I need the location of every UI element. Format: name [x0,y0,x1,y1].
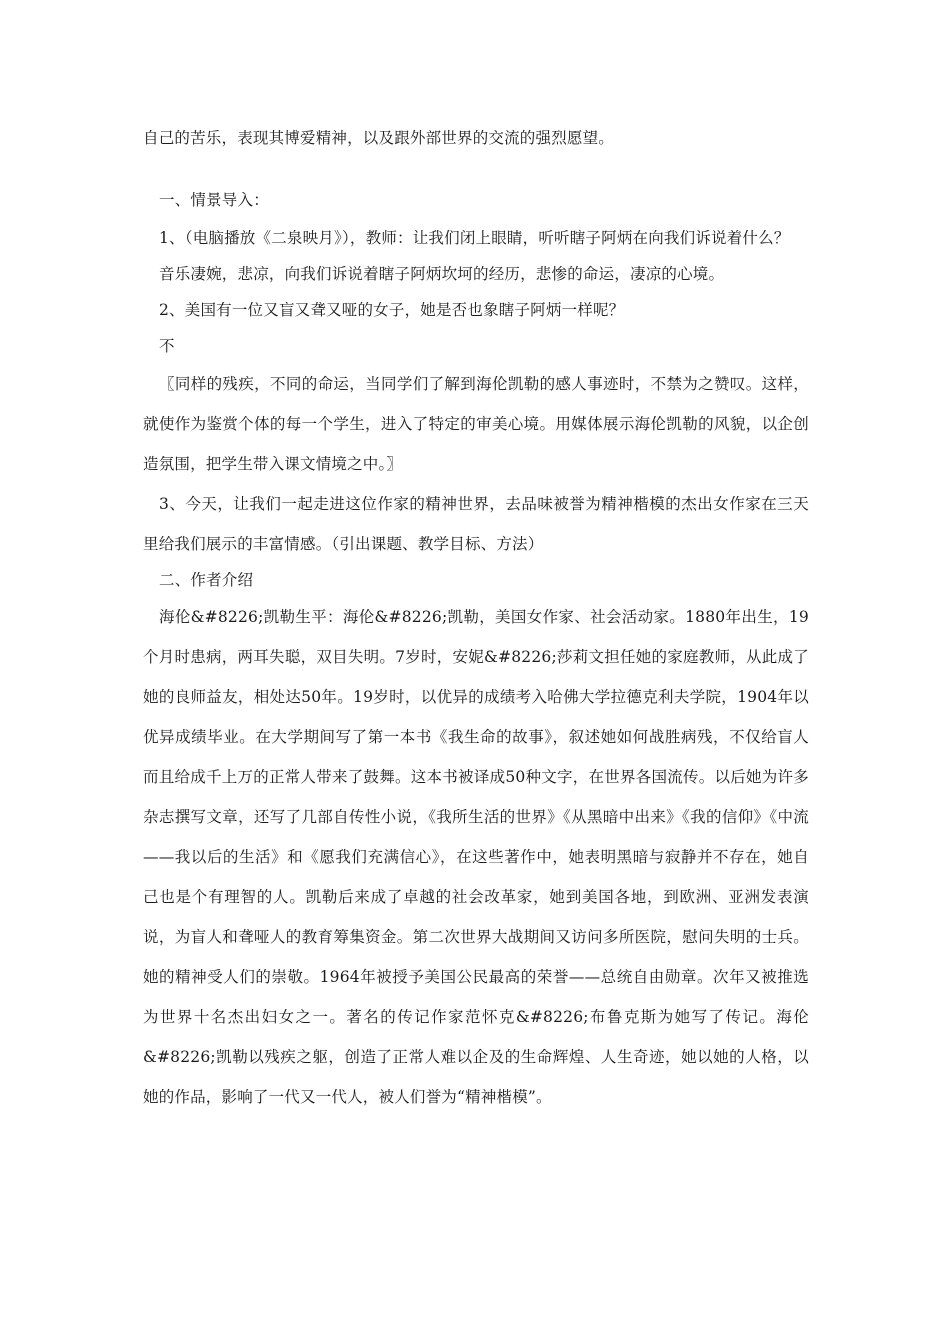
document-body [143,118,809,1117]
list-item-2: 2、美国有一位又盲又聋又哑的女子，她是否也象瞎子阿炳一样呢？ [159,301,625,319]
author-biography: 海伦&#8226;凯勒生平：海伦&#8226;凯勒，美国女作家、社会活动家。1880年出生，19个月时患病，两耳失聪，双目失明。7岁时，安妮&#8226;莎莉文担任她的家庭教师，从此成了她的良师益友，相处达50年。19岁时，以优异的成绩考入哈佛大学拉德克利夫学院，1904年以优异成绩毕业。在大学期间写了第一本书《我生命的故事》，叙述她如何战胜病残，不仅给盲人而且给成千上万的正常人带来了鼓舞。这本书被译成50种文字，在世界各国流传。以后她为许多杂志撰写文章，还写了几部自传性小说，《我所生活的世界》《从黑暗中出来》《我的信仰》《中流——我以后的生活》和《愿我们充满信心》，在这些著作中，她表明黑暗与寂静并不存在，她自己也是个有理智的人。凯勒后来成了卓越的社会改革家，她到美国各地，到欧洲、亚洲发表演说，为盲人和聋哑人的教育筹集资金。第二次世界大战期间又访问多所医院，慰问失明的士兵。她的精神受人们的崇敬。1964年被授予美国公民最高的荣誉——总统自由勋章。次年又被推选为世界十名杰出妇女之一。著名的传记作家范怀克&#8226;布鲁克斯为她写了传记。海伦&#8226;凯勒以残疾之躯，创造了正常人难以企及的生命辉煌、人生奇迹，她以她的人格，以她的作品，影响了一代又一代人，被人们誉为“精神楷模”。 [143,608,809,1106]
intro-paragraph: 自己的苦乐，表现其博爱精神，以及跟外部世界的交流的强烈愿望。 [143,129,615,147]
section-heading-author: 二、作者介绍 [159,571,254,589]
list-item-3: 3、今天，让我们一起走进这位作家的精神世界，去品味被誉为精神楷模的杰出女作家在三天里给我们展示的丰富情感。（引出课题、教学目标、方法） [143,495,809,553]
bracket-note: 〖同样的残疾，不同的命运，当同学们了解到海伦凯勒的感人事迹时，不禁为之赞叹。这样，就使作为鉴赏个体的每一个学生，进入了特定的审美心境。用媒体展示海伦凯勒的风貌，以企创造氛围，把学生带入课文情境之中。〗 [143,375,809,473]
list-item-2-answer: 不 [159,337,175,355]
list-item-1-answer: 音乐凄婉，悲凉，向我们诉说着瞎子阿炳坎坷的经历，悲惨的命运，凄凉的心境。 [159,265,725,283]
section-heading-scene-intro: 一、情景导入： [159,191,269,209]
list-item-1: 1、（电脑播放《二泉映月》），教师：让我们闭上眼睛，听听瞎子阿炳在向我们诉说着什么？ [159,229,790,247]
